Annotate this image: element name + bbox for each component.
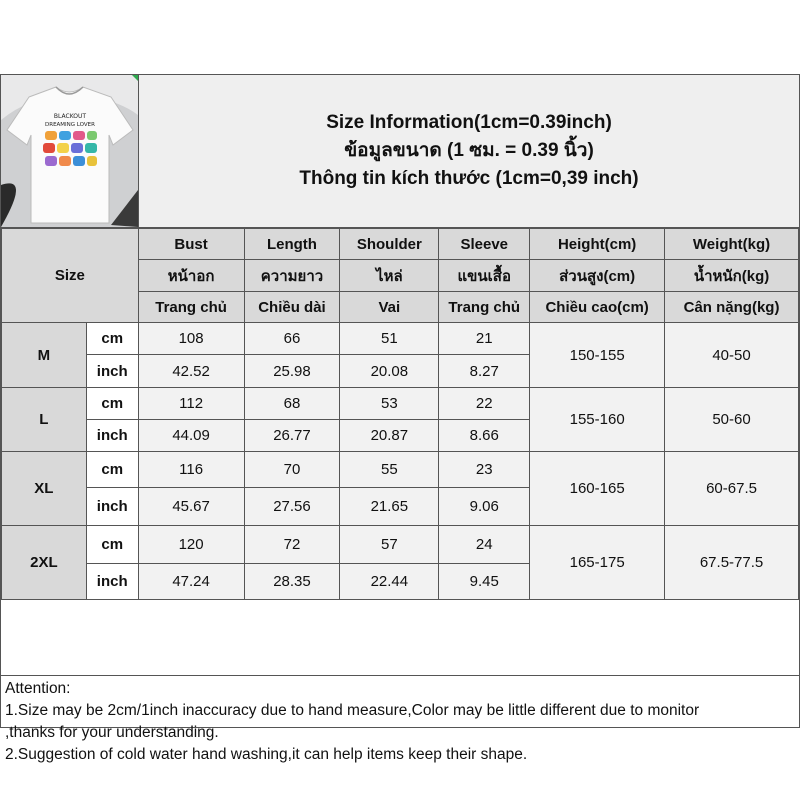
print-text-line1: BLACKOUT <box>53 113 87 120</box>
col-header-shoulder-en: Shoulder <box>340 229 439 260</box>
col-header-length-en: Length <box>244 229 340 260</box>
size-chart-sheet <box>0 74 800 763</box>
length-value: 28.35 <box>244 564 340 600</box>
col-header-height-en: Height(cm) <box>530 229 665 260</box>
tshirt-image <box>1 75 138 227</box>
col-header-sleeve-th: แขนเสื้อ <box>439 260 530 292</box>
header-band <box>1 75 799 228</box>
shoulder-value: 21.65 <box>340 488 439 526</box>
sleeve-value: 9.06 <box>439 488 530 526</box>
col-header-weight-vi: Cân nặng(kg) <box>665 292 799 323</box>
col-header-bust-th: หน้าอก <box>138 260 244 292</box>
title-vietnamese: Thông tin kích thước (1cm=0,39 inch) <box>299 168 639 189</box>
unit-label: cm <box>86 323 138 355</box>
unit-label: inch <box>86 355 138 388</box>
shoulder-value: 20.08 <box>340 355 439 388</box>
note-line-1: 1.Size may be 2cm/1inch inaccuracy due to hand measure,Color may be little different due to monitor <box>5 702 700 719</box>
product-photo <box>1 75 139 227</box>
bust-value: 42.52 <box>138 355 244 388</box>
length-value: 66 <box>244 323 340 355</box>
col-header-weight-th: น้ำหนัก(kg) <box>665 260 799 292</box>
sleeve-value: 8.66 <box>439 420 530 452</box>
title-thai: ข้อมูลขนาด (1 ซม. = 0.39 นิ้ว) <box>344 140 594 161</box>
shoulder-value: 57 <box>340 526 439 564</box>
bust-value: 120 <box>138 526 244 564</box>
weight-value: 67.5-77.5 <box>665 526 799 600</box>
length-value: 25.98 <box>244 355 340 388</box>
height-value: 150-155 <box>530 323 665 388</box>
col-header-height-th: ส่วนสูง(cm) <box>530 260 665 292</box>
weight-value: 60-67.5 <box>665 452 799 526</box>
col-header-length-th: ความยาว <box>244 260 340 292</box>
bust-value: 116 <box>138 452 244 488</box>
height-value: 155-160 <box>530 388 665 452</box>
sleeve-value: 22 <box>439 388 530 420</box>
title-english: Size Information(1cm=0.39inch) <box>326 112 612 133</box>
print-text-line2: DREAMING LOVER <box>45 122 95 128</box>
size-table <box>1 228 799 600</box>
length-value: 72 <box>244 526 340 564</box>
col-header-bust-vi: Trang chủ <box>138 292 244 323</box>
size-label: L <box>2 388 87 452</box>
col-header-weight-en: Weight(kg) <box>665 229 799 260</box>
col-header-height-vi: Chiều cao(cm) <box>530 292 665 323</box>
sleeve-value: 9.45 <box>439 564 530 600</box>
height-value: 160-165 <box>530 452 665 526</box>
unit-label: inch <box>86 488 138 526</box>
attention-notes <box>1 675 800 802</box>
bust-value: 45.67 <box>138 488 244 526</box>
unit-label: cm <box>86 388 138 420</box>
weight-value: 40-50 <box>665 323 799 388</box>
unit-label: inch <box>86 420 138 452</box>
note-line-3: 2.Suggestion of cold water hand washing,it can help items keep their shape. <box>5 746 528 763</box>
shoulder-value: 53 <box>340 388 439 420</box>
col-header-shoulder-th: ไหล่ <box>340 260 439 292</box>
sleeve-value: 8.27 <box>439 355 530 388</box>
col-header-bust-en: Bust <box>138 229 244 260</box>
unit-label: inch <box>86 564 138 600</box>
sleeve-value: 23 <box>439 452 530 488</box>
size-header: Size <box>2 229 139 323</box>
table-row <box>2 323 799 355</box>
size-label: 2XL <box>2 526 87 600</box>
shoulder-value: 22.44 <box>340 564 439 600</box>
size-information-title <box>139 75 799 227</box>
note-line-2: ,thanks for your understanding. <box>5 724 219 741</box>
size-label: XL <box>2 452 87 526</box>
size-label: M <box>2 323 87 388</box>
col-header-shoulder-vi: Vai <box>340 292 439 323</box>
table-row <box>2 388 799 420</box>
col-header-sleeve-vi: Trang chủ <box>439 292 530 323</box>
length-value: 26.77 <box>244 420 340 452</box>
notes-heading: Attention: <box>5 680 71 697</box>
sleeve-value: 24 <box>439 526 530 564</box>
bust-value: 47.24 <box>138 564 244 600</box>
length-value: 27.56 <box>244 488 340 526</box>
sleeve-value: 21 <box>439 323 530 355</box>
table-row <box>2 452 799 488</box>
length-value: 70 <box>244 452 340 488</box>
unit-label: cm <box>86 526 138 564</box>
height-value: 165-175 <box>530 526 665 600</box>
shoulder-value: 55 <box>340 452 439 488</box>
shoulder-value: 51 <box>340 323 439 355</box>
bust-value: 112 <box>138 388 244 420</box>
length-value: 68 <box>244 388 340 420</box>
weight-value: 50-60 <box>665 388 799 452</box>
table-row <box>2 526 799 564</box>
unit-label: cm <box>86 452 138 488</box>
col-header-length-vi: Chiều dài <box>244 292 340 323</box>
col-header-sleeve-en: Sleeve <box>439 229 530 260</box>
shoulder-value: 20.87 <box>340 420 439 452</box>
bust-value: 108 <box>138 323 244 355</box>
bust-value: 44.09 <box>138 420 244 452</box>
